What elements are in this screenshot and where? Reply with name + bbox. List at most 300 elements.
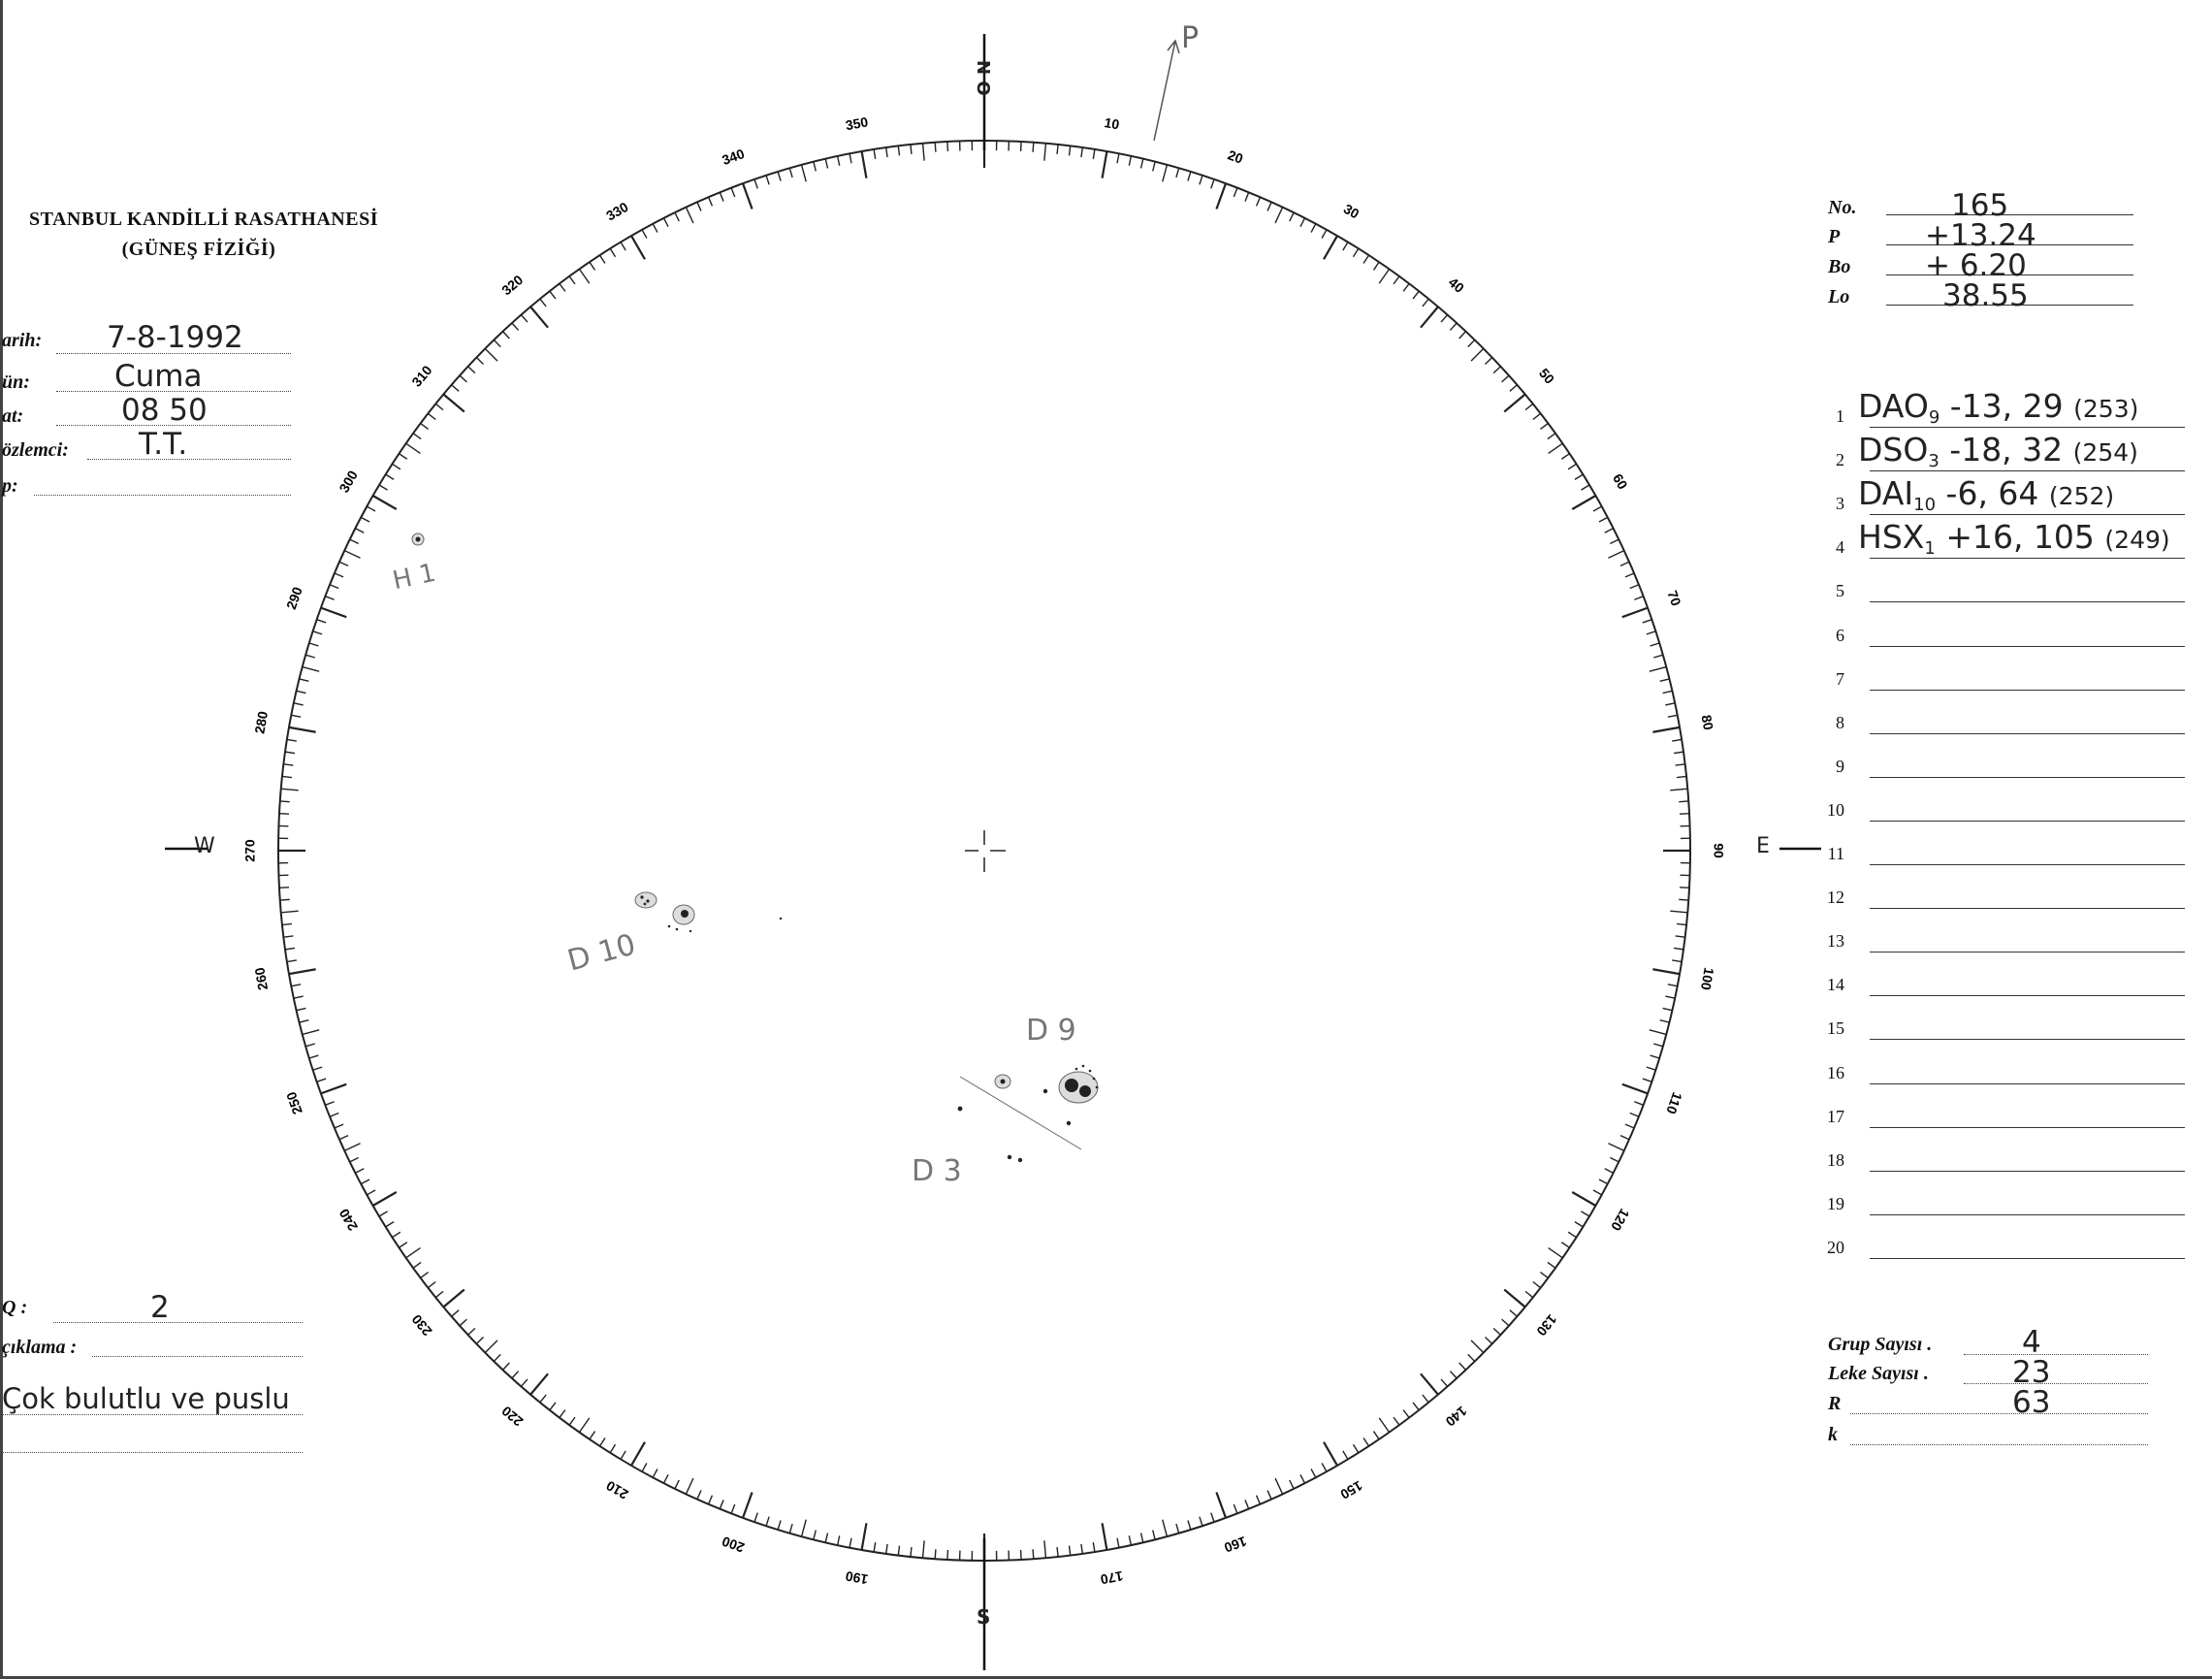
degree-tick (825, 1533, 827, 1542)
degree-tick (590, 1432, 595, 1439)
degree-tick (935, 1549, 936, 1559)
degree-tick (1653, 655, 1663, 658)
degree-tick (325, 597, 334, 600)
degree-tick (1650, 667, 1666, 672)
degree-tick (460, 375, 466, 382)
group-row-number: 4 (1836, 537, 1844, 558)
degree-tick (386, 474, 394, 479)
south-label: S (977, 1605, 991, 1629)
degree-tick (1679, 899, 1688, 900)
degree-tick (838, 1535, 840, 1545)
degree-tick (1275, 208, 1283, 223)
degree-tick (421, 423, 429, 429)
degree-tick (731, 188, 735, 197)
group-class: HSX (1858, 518, 1925, 557)
degree-label: 220 (498, 1403, 527, 1430)
r-label: R (1828, 1393, 1842, 1414)
degree-tick (1290, 1480, 1294, 1489)
degree-tick (1533, 413, 1541, 419)
degree-tick (1081, 147, 1082, 157)
sunspot (416, 537, 421, 542)
degree-tick (280, 899, 290, 900)
degree-tick (1311, 1469, 1316, 1477)
degree-tick (1610, 1158, 1619, 1162)
degree-tick (1680, 814, 1689, 815)
degree-tick (569, 1417, 575, 1425)
degree-label: 330 (603, 198, 631, 224)
degree-tick (435, 404, 443, 409)
degree-tick (1677, 776, 1686, 777)
degree-tick (560, 283, 565, 291)
degree-tick (1581, 1211, 1589, 1216)
degree-tick (1275, 1478, 1283, 1494)
degree-tick (621, 1451, 625, 1460)
degree-tick (642, 1463, 647, 1471)
degree-tick (1610, 539, 1619, 543)
degree-tick (460, 1319, 466, 1326)
degree-tick (1625, 1124, 1634, 1128)
degree-tick (1459, 332, 1466, 339)
group-row-line (1870, 690, 2185, 691)
sunspot (1079, 1085, 1091, 1097)
degree-tick (911, 1547, 912, 1557)
degree-label: 150 (1337, 1477, 1365, 1503)
degree-label: 120 (1608, 1206, 1633, 1234)
east-label: E (1756, 834, 1770, 858)
degree-tick (1379, 1418, 1389, 1433)
group-row-line (1870, 995, 2185, 996)
degree-tick (600, 1438, 605, 1446)
degree-tick (330, 1113, 338, 1116)
degree-tick (339, 562, 348, 565)
degree-tick (1634, 597, 1643, 600)
sunspot (1008, 1155, 1011, 1159)
degree-tick (1622, 1084, 1648, 1094)
degree-tick (1493, 367, 1500, 373)
degree-tick (367, 506, 375, 511)
spot-label-d10: D 10 (563, 927, 640, 979)
degree-tick (1581, 485, 1589, 490)
degree-tick (1103, 1523, 1107, 1550)
degree-tick (1608, 1144, 1623, 1151)
observer-line (87, 459, 291, 460)
group-row-line (1870, 1127, 2185, 1128)
r-value: 63 (2012, 1385, 2051, 1420)
degree-tick (521, 1379, 528, 1387)
degree-label: 270 (241, 839, 258, 862)
degree-tick (1176, 168, 1179, 178)
degree-tick (663, 218, 668, 227)
degree-tick (350, 539, 359, 543)
degree-tick (1643, 1079, 1651, 1082)
degree-tick (281, 911, 299, 913)
group-row-entry (1858, 431, 2138, 471)
degree-label: 170 (1099, 1567, 1125, 1588)
degree-tick (675, 1480, 679, 1489)
degree-tick (590, 262, 595, 270)
group-row-number: 8 (1836, 712, 1844, 732)
degree-tick (825, 159, 827, 169)
q-value: 2 (150, 1290, 170, 1325)
degree-tick (1677, 923, 1686, 924)
degree-tick (1188, 1520, 1191, 1530)
group-spot-count: 9 (1928, 407, 1940, 428)
degree-tick (1568, 1232, 1576, 1237)
degree-label: 140 (1442, 1403, 1470, 1430)
degree-tick (778, 1520, 781, 1530)
degree-tick (283, 936, 293, 937)
degree-tick (1211, 1513, 1214, 1522)
degree-tick (1548, 434, 1555, 439)
degree-tick (1211, 179, 1214, 188)
degree-tick (344, 551, 360, 559)
degree-tick (1216, 1493, 1226, 1518)
degree-tick (923, 144, 925, 161)
group-carrington: (249) (2104, 526, 2170, 555)
degree-tick (947, 142, 948, 151)
degree-tick (392, 1232, 400, 1237)
degree-tick (697, 202, 701, 210)
degree-tick (709, 1496, 713, 1504)
degree-tick (621, 242, 625, 251)
degree-tick (335, 573, 343, 577)
degree-tick (1021, 1550, 1022, 1560)
sunspot (1089, 1070, 1092, 1073)
degree-tick (297, 1008, 306, 1010)
degree-tick (1502, 1319, 1509, 1326)
degree-tick (1468, 339, 1475, 346)
p-label: P (1828, 226, 1841, 247)
degree-tick (610, 1444, 615, 1452)
degree-tick (874, 1542, 876, 1552)
group-row-number: 2 (1836, 450, 1844, 470)
group-coords: -18, 32 (1939, 431, 2073, 469)
grup-label: Grup Sayısı . (1828, 1334, 1933, 1355)
degree-tick (1608, 551, 1623, 559)
degree-tick (1575, 1222, 1583, 1227)
day-label: ün: (2, 371, 30, 393)
sunspot (644, 903, 647, 906)
degree-tick (1630, 1113, 1639, 1116)
degree-tick (321, 1084, 346, 1094)
degree-tick (1630, 585, 1639, 589)
r-line (1850, 1413, 2148, 1414)
degree-tick (1525, 1291, 1533, 1297)
degree-tick (291, 985, 301, 986)
sunspot (1067, 1121, 1071, 1125)
degree-tick (1033, 143, 1034, 152)
degree-tick (550, 291, 556, 299)
degree-tick (642, 230, 647, 239)
degree-tick (530, 307, 548, 327)
degree-tick (1599, 1179, 1608, 1184)
degree-tick (1504, 394, 1524, 411)
group-row-number: 7 (1836, 668, 1844, 689)
degree-tick (1363, 255, 1368, 263)
degree-tick (1343, 242, 1348, 251)
degree-tick (814, 1531, 816, 1540)
degree-tick (1651, 643, 1660, 646)
group-row-number: 6 (1836, 625, 1844, 645)
degree-tick (1533, 1282, 1541, 1288)
degree-tick (1403, 1410, 1409, 1418)
degree-tick (317, 1079, 326, 1082)
degree-tick (1665, 703, 1675, 705)
group-row-line (1870, 864, 2185, 865)
degree-tick (494, 339, 500, 346)
degree-tick (1653, 1044, 1663, 1047)
degree-tick (1647, 1067, 1656, 1070)
degree-tick (653, 224, 657, 233)
degree-tick (1599, 517, 1608, 522)
bo-label: Bo (1828, 256, 1851, 277)
degree-label: 320 (498, 272, 527, 299)
degree-tick (1471, 1340, 1484, 1353)
degree-tick (355, 1169, 364, 1174)
degree-label: 340 (720, 145, 747, 169)
degree-tick (802, 1520, 807, 1536)
degree-tick (1200, 1517, 1202, 1527)
degree-tick (313, 1067, 323, 1070)
degree-tick (1471, 348, 1484, 361)
degree-tick (512, 1372, 519, 1378)
degree-tick (494, 1354, 500, 1361)
group-row-number: 18 (1827, 1149, 1844, 1170)
degree-tick (303, 667, 319, 672)
degree-tick (1525, 404, 1533, 409)
degree-tick (1141, 1533, 1143, 1542)
group-coords: -13, 29 (1940, 387, 2074, 425)
observatory-subtitle: (GÜNEŞ FİZİĞİ) (121, 239, 276, 260)
degree-tick (1450, 1372, 1457, 1378)
degree-tick (1674, 948, 1683, 949)
degree-tick (335, 1124, 343, 1128)
spot-label-d9: D 9 (1026, 1014, 1076, 1048)
degree-tick (413, 434, 421, 439)
extra-label: p: (2, 475, 18, 497)
degree-tick (814, 162, 816, 172)
degree-tick (1468, 1354, 1475, 1361)
sunspot (780, 918, 782, 920)
degree-tick (1379, 269, 1389, 283)
degree-tick (1163, 165, 1168, 181)
degree-tick (731, 1504, 735, 1513)
sunspot (681, 910, 689, 918)
sunspot (668, 925, 671, 928)
degree-tick (289, 969, 316, 974)
degree-tick (789, 168, 792, 178)
degree-tick (361, 1179, 369, 1184)
degree-label: 310 (408, 362, 435, 390)
degree-tick (1665, 996, 1675, 998)
degree-tick (313, 631, 323, 634)
degree-tick (709, 197, 713, 206)
degree-tick (1394, 276, 1399, 284)
group-row-number: 19 (1827, 1193, 1844, 1213)
group-row-line (1870, 1258, 2185, 1259)
degree-tick (1070, 1546, 1071, 1556)
degree-tick (1676, 936, 1685, 937)
aciklama-line (92, 1356, 303, 1357)
degree-tick (468, 1328, 475, 1335)
degree-tick (911, 145, 912, 154)
degree-tick (1679, 801, 1688, 802)
degree-label: 290 (282, 584, 305, 612)
degree-tick (379, 485, 388, 490)
degree-tick (1245, 1500, 1249, 1508)
degree-tick (443, 1290, 464, 1308)
degree-tick (720, 192, 723, 201)
q-line (53, 1322, 303, 1323)
degree-tick (1672, 739, 1682, 741)
group-class: DAO (1858, 387, 1929, 425)
degree-tick (1322, 1463, 1327, 1471)
degree-tick (291, 715, 301, 717)
degree-tick (1605, 1169, 1614, 1174)
degree-tick (862, 1523, 867, 1550)
aciklama-line-2 (2, 1414, 303, 1415)
group-row-number: 9 (1836, 756, 1844, 776)
degree-tick (1620, 1136, 1629, 1140)
degree-tick (330, 585, 338, 589)
degree-label: 80 (1698, 713, 1717, 731)
lo-label: Lo (1828, 286, 1850, 307)
degree-tick (1153, 1531, 1155, 1540)
k-label: k (1828, 1424, 1838, 1445)
extra-line (34, 495, 291, 496)
degree-tick (743, 183, 753, 209)
degree-tick (1353, 1444, 1358, 1452)
degree-tick (1643, 620, 1651, 623)
lo-value: 38.55 (1942, 278, 2029, 313)
degree-tick (1650, 1030, 1666, 1035)
observer-label: özlemci: (2, 439, 69, 461)
degree-tick (321, 608, 346, 618)
degree-tick (285, 752, 295, 753)
degree-tick (503, 1363, 510, 1370)
degree-tick (923, 1540, 925, 1558)
degree-tick (1057, 145, 1058, 154)
sunspot (1043, 1089, 1047, 1093)
degree-tick (1660, 679, 1670, 681)
degree-tick (1450, 323, 1457, 330)
degree-tick (280, 801, 290, 802)
degree-tick (1363, 1438, 1368, 1446)
group-carrington: (253) (2073, 395, 2139, 423)
group-row-number: 16 (1827, 1062, 1844, 1082)
degree-tick (1459, 1363, 1466, 1370)
degree-tick (530, 1373, 548, 1394)
degree-tick (1670, 789, 1687, 791)
group-row-number: 11 (1827, 844, 1844, 863)
degree-tick (1413, 291, 1419, 299)
degree-tick (754, 179, 757, 188)
degree-tick (300, 679, 309, 681)
sunspot (1082, 1065, 1085, 1068)
group-row-line (1870, 601, 2185, 602)
degree-tick (1421, 1373, 1438, 1394)
degree-tick (386, 1222, 394, 1227)
no-value: 165 (1951, 188, 2009, 223)
degree-tick (610, 248, 615, 256)
degree-tick (285, 948, 295, 949)
group-row-number: 20 (1827, 1237, 1844, 1257)
degree-tick (399, 454, 406, 460)
degree-tick (392, 464, 400, 468)
sunspot-penumbra (635, 892, 657, 908)
degree-tick (428, 1282, 435, 1288)
degree-label: 60 (1610, 470, 1631, 493)
degree-tick (1668, 715, 1678, 717)
degree-tick (1324, 1442, 1337, 1466)
degree-tick (850, 153, 851, 163)
degree-label: 300 (336, 468, 361, 496)
grup-value: 4 (2022, 1325, 2041, 1360)
degree-tick (1549, 443, 1563, 453)
degree-tick (1668, 985, 1678, 986)
observatory-title: STANBUL KANDİLLİ RASATHANESİ (28, 209, 378, 230)
degree-tick (838, 156, 840, 166)
degree-label: 100 (1697, 966, 1717, 992)
degree-label: 110 (1663, 1090, 1686, 1116)
degree-tick (1374, 1432, 1380, 1439)
sunspots (412, 533, 1098, 1162)
degree-label: 350 (844, 113, 870, 134)
degree-tick (886, 147, 887, 157)
degree-tick (379, 1211, 388, 1216)
degree-tick (1081, 1544, 1082, 1554)
group-row-line (1870, 952, 2185, 953)
degree-tick (485, 348, 497, 361)
degree-tick (287, 960, 297, 962)
degree-tick (778, 172, 781, 181)
degree-tick (1622, 608, 1648, 618)
degree-tick (1593, 1190, 1602, 1195)
spot-label-d3: D 3 (912, 1154, 962, 1188)
group-spot-count: 3 (1928, 451, 1940, 472)
degree-tick (1163, 1520, 1168, 1536)
degree-tick (428, 413, 435, 419)
degree-tick (1568, 464, 1576, 468)
p-angle-arrow (1154, 41, 1179, 141)
degree-tick (1605, 529, 1614, 533)
sunspot-penumbra (1059, 1072, 1098, 1103)
no-label: No. (1828, 197, 1857, 218)
degree-tick (550, 1403, 556, 1410)
degree-tick (1394, 1417, 1399, 1425)
group-row-line (1870, 733, 2185, 734)
degree-tick (399, 1243, 406, 1248)
degree-tick (1403, 283, 1409, 291)
degree-tick (373, 496, 397, 509)
degree-label: 50 (1535, 365, 1558, 387)
degree-tick (1141, 159, 1143, 169)
degree-label: 90 (1711, 843, 1727, 858)
degree-tick (1245, 192, 1249, 201)
degree-label: 260 (251, 966, 272, 992)
degree-tick (1423, 1395, 1428, 1403)
degree-tick (653, 1469, 657, 1477)
aciklama-line-3 (2, 1452, 303, 1453)
date-value: 7-8-1992 (107, 320, 243, 355)
degree-tick (802, 165, 807, 181)
time-value: 08 50 (121, 393, 208, 428)
degree-tick (339, 1136, 348, 1140)
degree-tick (947, 1550, 948, 1560)
degree-tick (287, 739, 297, 741)
degree-tick (1103, 151, 1107, 178)
degree-tick (1548, 1262, 1555, 1268)
